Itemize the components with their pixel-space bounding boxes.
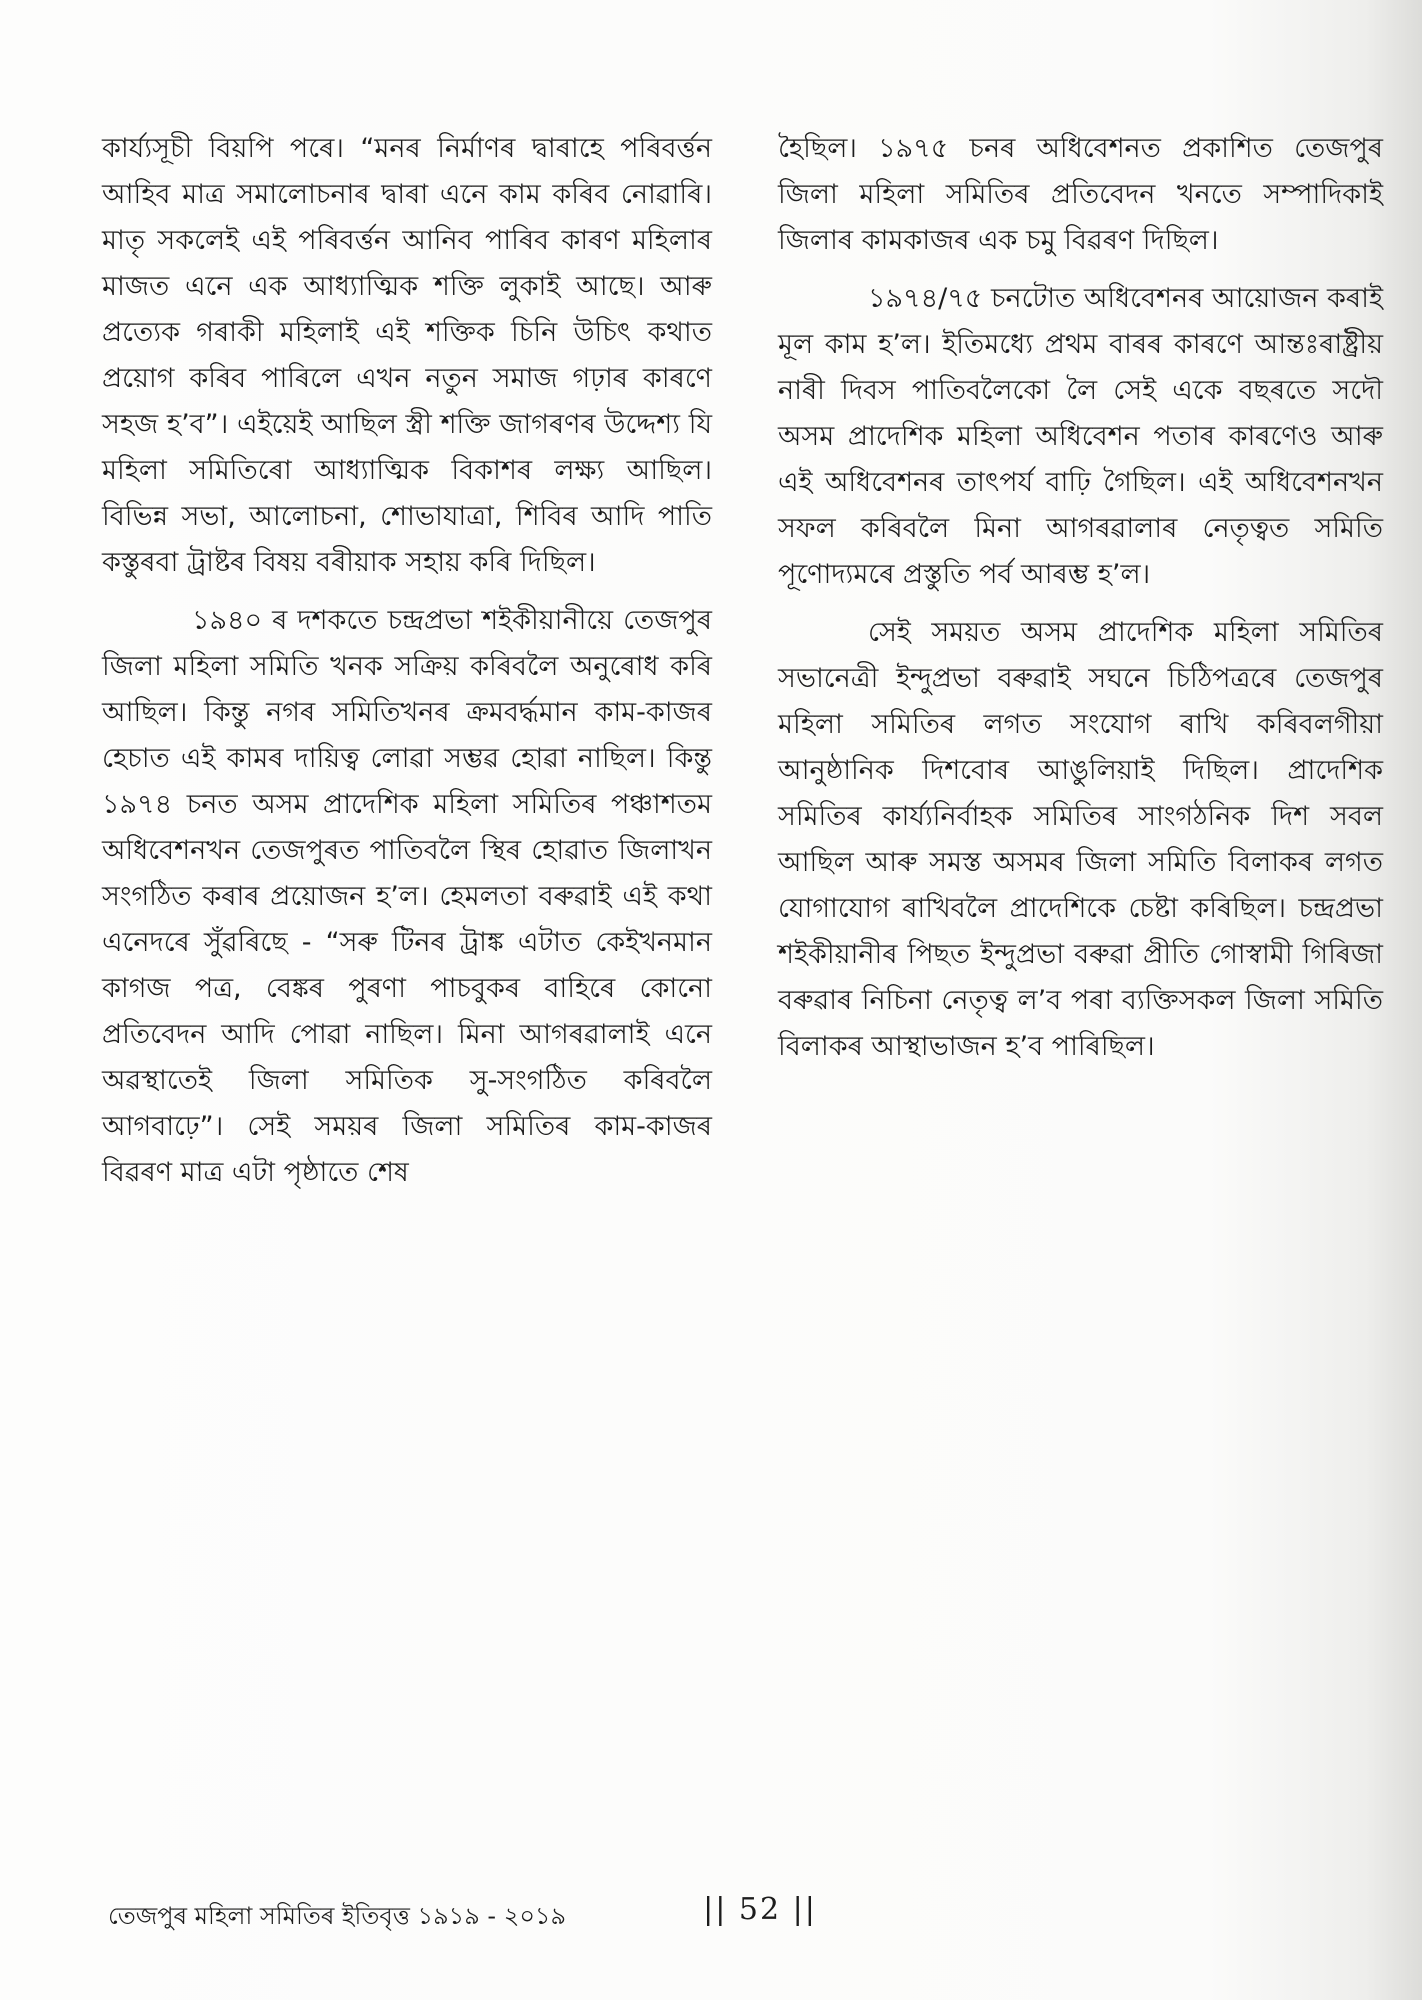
paragraph: ১৯৭৪/৭৫ চনটোত অধিবেশনৰ আয়োজন কৰাই মূল কাম হ’ল। ইতিমধ্যে প্ৰথম বাৰৰ কাৰণে আন্তঃৰাষ্ট্ৰীয় নাৰী দিবস পাতিবলৈকো লৈ সেই একে বছৰতে সদৌ অসম প্ৰাদেশিক মহিলা অধিবেশন পতাৰ কাৰণেও আৰু এই অধিবেশনৰ তাৎপৰ্য বাঢ়ি গৈছিল। এই অধিবেশনখন সফল কৰিবলৈ মিনা আগৰৱালাৰ নেতৃত্বত সমিতি পূণোদ্যমৰে প্ৰস্তুতি পৰ্ব আৰম্ভ হ’ল।: [778, 283, 1383, 590]
right-column: [778, 126, 1383, 1082]
running-title: তেজপুৰ মহিলা সমিতিৰ ইতিবৃত্ত ১৯১৯ - ২০১৯: [108, 1902, 567, 1930]
paragraph: ১৯৪০ ৰ দশকতে চন্দ্ৰপ্ৰভা শইকীয়ানীয়ে তেজপুৰ জিলা মহিলা সমিতি খনক সক্ৰিয় কৰিবলৈ অনুৰোধ কৰি আছিল। কিন্তু নগৰ সমিতিখনৰ ক্ৰমবৰ্দ্ধমান কাম-কাজৰ হেচাত এই কামৰ দায়িত্ব লোৱা সম্ভৱ হোৱা নাছিল। কিন্তু ১৯৭৪ চনত অসম প্ৰাদেশিক মহিলা সমিতিৰ পঞ্চাশতম অধিবেশনখন তেজপুৰত পাতিবলৈ স্থিৰ হোৱাত জিলাখন সংগঠিত কৰাৰ প্ৰয়োজন হ’ল। হেমলতা বৰুৱাই এই কথা এনেদৰে সুঁৱৰিছে - “সৰু টিনৰ ট্ৰাঙ্ক এটাত কেইখনমান কাগজ পত্ৰ, বেঙ্কৰ পুৰণা পাচবুকৰ বাহিৰে কোনো প্ৰতিবেদন আদি পোৱা নাছিল। মিনা আগৰৱালাই এনে অৱস্থাতেই জিলা সমিতিক সু-সংগঠিত কৰিবলৈ আগবাঢ়ে”। সেই সময়ৰ জিলা সমিতিৰ কাম-কাজৰ বিৱৰণ মাত্ৰ এটা পৃষ্ঠাতে শেষ: [102, 605, 712, 1188]
left-column: [102, 126, 712, 1208]
paragraph: কাৰ্য্যসূচী বিয়পি পৰে। “মনৰ নিৰ্মাণৰ দ্বাৰাহে পৰিবৰ্ত্তন আহিব মাত্ৰ সমালোচনাৰ দ্বাৰা এনে কাম কৰিব নোৱাৰি। মাতৃ সকলেই এই পৰিবৰ্ত্তন আনিব পাৰিব কাৰণ মহিলাৰ মাজত এনে এক আধ্যাত্মিক শক্তি লুকাই আছে। আৰু প্ৰত্যেক গৰাকী মহিলাই এই শক্তিক চিনি উচিৎ কথাত প্ৰয়োগ কৰিব পাৰিলে এখন নতুন সমাজ গঢ়াৰ কাৰণে সহজ হ’ব”। এইয়েই আছিল স্ত্ৰী শক্তি জাগৰণৰ উদ্দেশ্য যি মহিলা সমিতিৰো আধ্যাত্মিক বিকাশৰ লক্ষ্য আছিল। বিভিন্ন সভা, আলোচনা, শোভাযাত্ৰা, শিবিৰ আদি পাতি কস্তুৰবা ট্ৰাষ্টৰ বিষয় বৰীয়াক সহায় কৰি দিছিল।: [102, 133, 712, 578]
page-footer: [0, 1890, 1422, 1930]
paragraph: হৈছিল। ১৯৭৫ চনৰ অধিবেশনত প্ৰকাশিত তেজপুৰ জিলা মহিলা সমিতিৰ প্ৰতিবেদন খনতে সম্পাদিকাই জিলাৰ কামকাজৰ এক চমু বিৱৰণ দিছিল।: [778, 133, 1383, 256]
page-number: || 52 ||: [703, 1892, 817, 1927]
paragraph: সেই সময়ত অসম প্ৰাদেশিক মহিলা সমিতিৰ সভানেত্ৰী ইন্দুপ্ৰভা বৰুৱাই সঘনে চিঠিপত্ৰৰে তেজপুৰ মহিলা সমিতিৰ লগত সংযোগ ৰাখি কৰিবলগীয়া আনুষ্ঠানিক দিশবোৰ আঙুলিয়াই দিছিল। প্ৰাদেশিক সমিতিৰ কাৰ্য্যনিৰ্বাহক সমিতিৰ সাংগঠনিক দিশ সবল আছিল আৰু সমস্ত অসমৰ জিলা সমিতি বিলাকৰ লগত যোগাযোগ ৰাখিবলৈ প্ৰাদেশিকে চেষ্টা কৰিছিল। চন্দ্ৰপ্ৰভা শইকীয়ানীৰ পিছত ইন্দুপ্ৰভা বৰুৱা প্ৰীতি গোস্বামী গিৰিজা বৰুৱাৰ নিচিনা নেতৃত্ব ল’ব পৰা ব্যক্তিসকল জিলা সমিতি বিলাকৰ আস্থাভাজন হ’ব পাৰিছিল।: [778, 617, 1383, 1062]
